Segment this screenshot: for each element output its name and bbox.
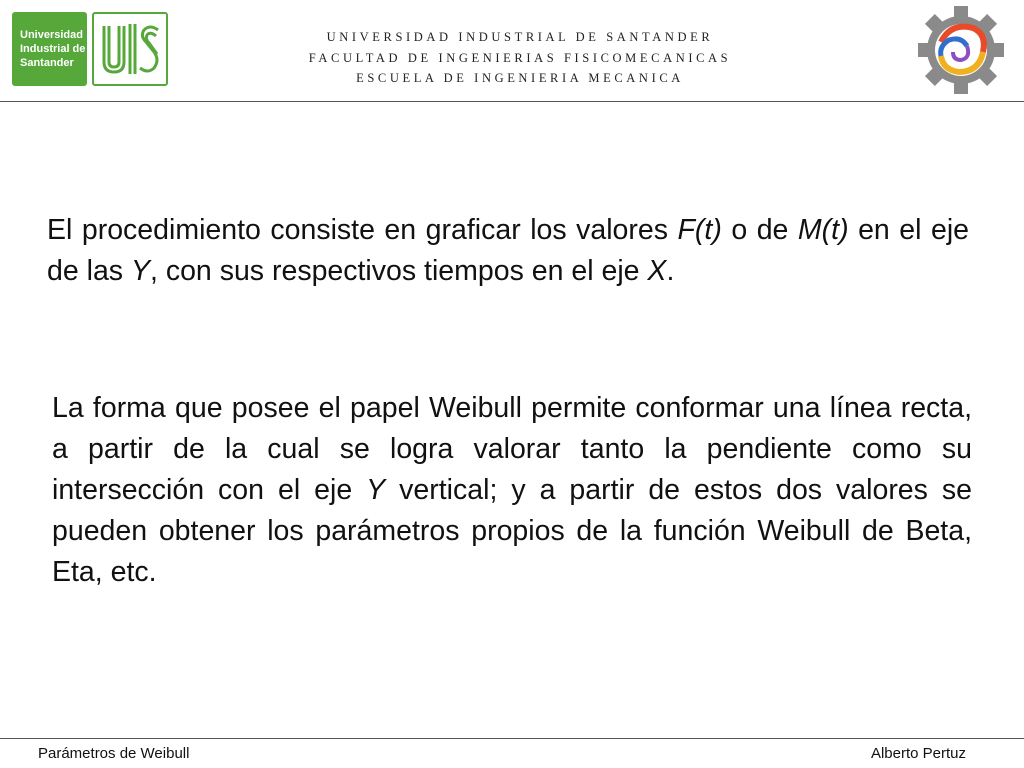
- uis-emblem-icon: [92, 12, 168, 86]
- logo-text-line-3: Santander: [20, 57, 74, 69]
- footer-author: Alberto Pertuz: [870, 745, 966, 762]
- slide-content: [0, 102, 1024, 738]
- p1-term-x: X: [647, 255, 667, 287]
- header-line-faculty: FACULTAD DE INGENIERIAS FISICOMECANICAS: [308, 50, 732, 65]
- p1-term-ft: F(t): [677, 214, 722, 246]
- p1-text-1: El procedimiento consiste en graficar los valores: [47, 214, 678, 246]
- paragraph-weibull-paper: [52, 388, 972, 593]
- p1-text-2: o de: [721, 214, 798, 246]
- university-logo: [12, 12, 87, 86]
- gear-logo-icon: [918, 4, 1004, 96]
- logo-text-line-1: Universidad: [20, 29, 83, 41]
- logo-text-line-2: Industrial de: [20, 43, 86, 55]
- p1-text-3: en el eje de las: [47, 214, 970, 287]
- institution-heading: [230, 27, 810, 89]
- footer-divider: [0, 738, 1024, 739]
- p1-term-mt: M(t): [797, 214, 849, 246]
- p2-term-y: Y: [366, 474, 386, 506]
- paragraph-procedure: [47, 210, 969, 292]
- p2-text-2: vertical; y a partir de estos dos valores se pueden obtener los parámetros propios de la función Weibull de Beta, Eta, etc.: [52, 474, 972, 588]
- p1-text-5: .: [666, 255, 675, 287]
- slide-header: [0, 0, 1024, 102]
- header-line-university: UNIVERSIDAD INDUSTRIAL DE SANTANDER: [326, 30, 714, 44]
- p2-text-1: La forma que posee el papel Weibull permite conformar una línea recta, a partir de la cual se logra valorar tanto la pendiente como su intersección con el eje: [52, 392, 972, 506]
- p1-term-y: Y: [130, 255, 150, 287]
- footer-title: Parámetros de Weibull: [38, 745, 190, 762]
- p1-text-4: , con sus respectivos tiempos en el eje: [150, 255, 648, 287]
- header-line-school: ESCUELA DE INGENIERIA MECANICA: [356, 71, 684, 85]
